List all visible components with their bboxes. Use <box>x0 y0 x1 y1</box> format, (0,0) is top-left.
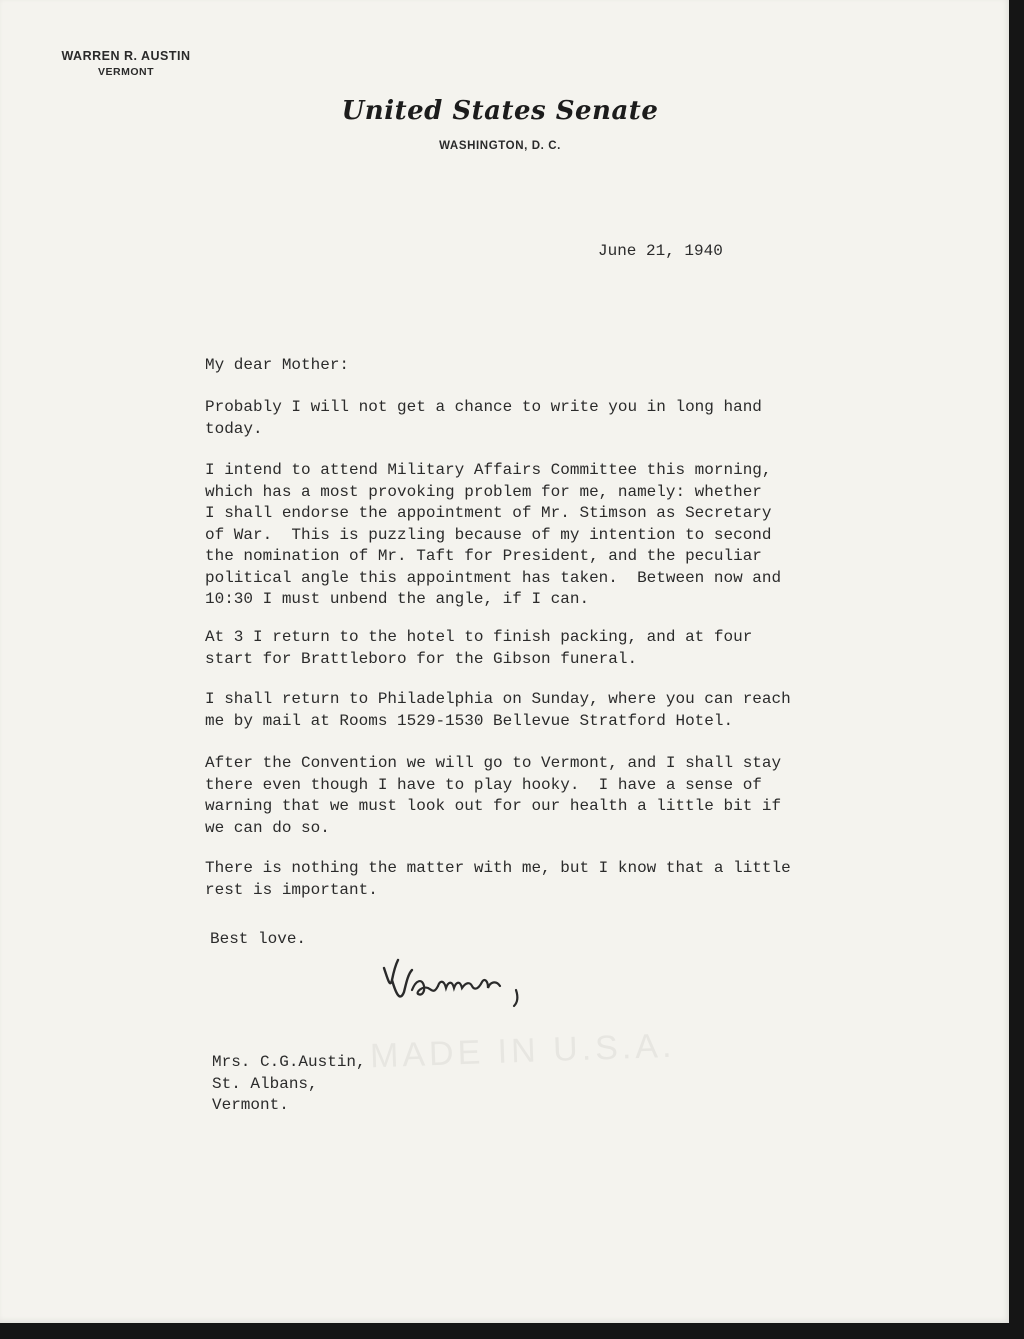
sender-block <box>46 48 206 80</box>
paragraph-5: After the Convention we will go to Vermont, and I shall stay there even though I have to play hooky. I have a sense of warning that we must look out for our health a little bit if we can do so. <box>205 754 782 837</box>
paragraph-3: At 3 I return to the hotel to finish packing, and at four start for Brattleboro for the Gibson funeral. <box>205 628 753 668</box>
letter-date: June 21, 1940 <box>598 242 723 260</box>
paragraph-4: I shall return to Philadelphia on Sunday, where you can reach me by mail at Rooms 1529-1530 Bellevue Stratford Hotel. <box>205 690 791 730</box>
handwritten-signature <box>378 950 548 1010</box>
letterhead-title: United States Senate <box>341 96 659 126</box>
sender-state: VERMONT <box>98 66 154 78</box>
letterhead-city: WASHINGTON, D. C. <box>439 140 561 152</box>
closing: Best love. <box>210 930 307 948</box>
salutation: My dear Mother: <box>205 356 350 374</box>
paragraph-2: I intend to attend Military Affairs Committee this morning, which has a most provoking problem for me, namely: whether I shall endorse the appointment of Mr. Stimson as Secretary of War. This is puzzling because of my intention to second the nomination of Mr. Taft for President, and the peculiar political angle this appointment has taken. Between now and 10:30 I must unbend the angle, if I can. <box>205 461 782 608</box>
paragraph-1: Probably I will not get a chance to write you in long hand today. <box>205 398 762 438</box>
recipient-address: Mrs. C.G.Austin, St. Albans, Vermont. <box>212 1053 366 1114</box>
paragraph-6: There is nothing the matter with me, but I know that a little rest is important. <box>205 859 791 899</box>
sender-name: WARREN R. AUSTIN <box>61 49 191 63</box>
paper-watermark: MADE IN U.S.A. <box>369 1026 676 1076</box>
